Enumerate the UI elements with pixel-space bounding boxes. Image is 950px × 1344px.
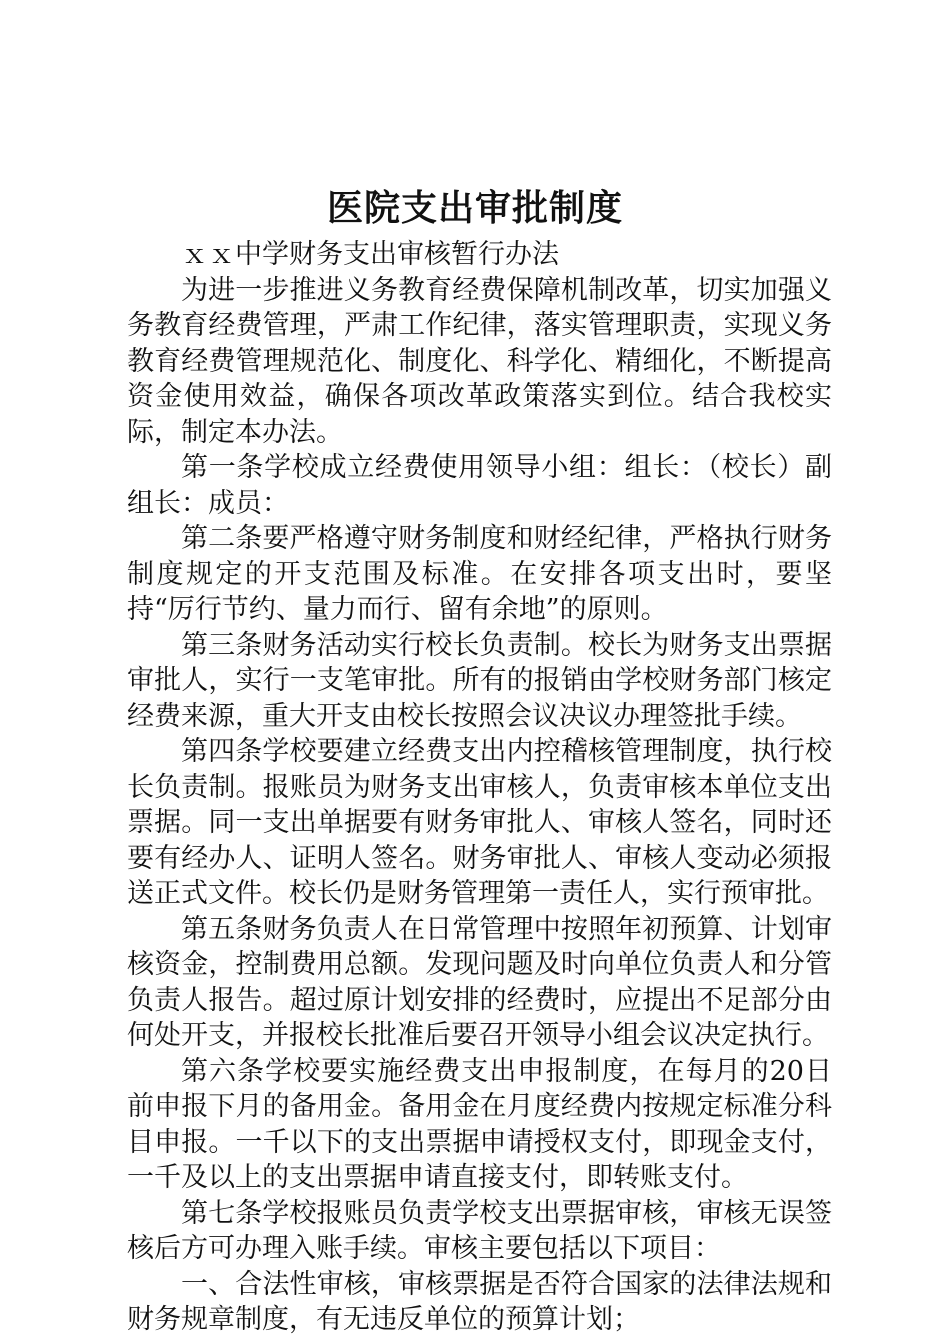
document-subtitle: ｘｘ中学财务支出审核暂行办法 [181,239,559,270]
document-title: 医院支出审批制度 [326,187,623,229]
paragraph-item-1: 一、合法性审核，审核票据是否符合国家的法律法规和财务规章制度，有无违反单位的预算计划； [127,1268,832,1335]
paragraph-article-2: 第二条要严格遵守财务制度和财经纪律，严格执行财务制度规定的开支范围及标准。在安排各项支出时，要坚持“厉行节约、量力而行、留有余地”的原则。 [127,523,832,625]
paragraph-article-7: 第七条学校报账员负责学校支出票据审核，审核无误签核后方可办理入账手续。审核主要包括以下项目： [127,1197,832,1264]
paragraph-article-1: 第一条学校成立经费使用领导小组：组长：（校长）副组长：成员： [127,452,832,519]
paragraph-article-4: 第四条学校要建立经费支出内控稽核管理制度，执行校长负责制。报账员为财务支出审核人，负责审核本单位支出票据。同一支出单据要有财务审批人、审核人签名，同时还要有经办人、证明人签名。财务审批人、审核人变动必须报送正式文件。校长仍是财务管理第一责任人，实行预审批。 [127,736,832,909]
paragraph-intro: 为进一步推进义务教育经费保障机制改革，切实加强义务教育经费管理，严肃工作纪律，落实管理职责，实现义务教育经费管理规范化、制度化、科学化、精细化，不断提高资金使用效益，确保各项改革政策落实到位。结合我校实际，制定本办法。 [127,274,832,448]
document-body [127,237,832,1338]
paragraph-article-3: 第三条财务活动实行校长负责制。校长为财务支出票据审批人，实行一支笔审批。所有的报销由学校财务部门核定经费来源，重大开支由校长按照会议决议办理签批手续。 [127,629,832,732]
paragraph-article-6: 第六条学校要实施经费支出申报制度，在每月的20日前申报下月的备用金。备用金在月度经费内按规定标准分科目申报。一千以下的支出票据申请授权支付，即现金支付，一千及以上的支出票据申请直接支付，即转账支付。 [127,1055,832,1193]
paragraph-article-5: 第五条财务负责人在日常管理中按照年初预算、计划审核资金，控制费用总额。发现问题及时向单位负责人和分管负责人报告。超过原计划安排的经费时，应提出不足部分由何处开支，并报校长批准后要召开领导小组会议决定执行。 [127,913,832,1051]
